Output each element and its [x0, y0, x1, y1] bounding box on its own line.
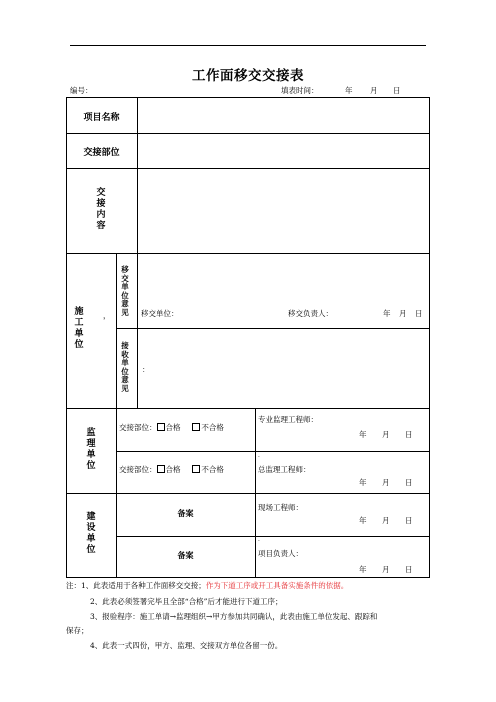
- owner-unit-char: 位: [86, 545, 96, 555]
- handover-content-char: 接: [96, 199, 106, 209]
- owner-unit-char: 单: [86, 534, 96, 544]
- fill-time-label: 填表时间：: [281, 86, 319, 95]
- supervision-row2-check: [119, 464, 224, 475]
- construction-unit-char: 单: [74, 329, 84, 339]
- handover-part-label-1: 交接部位：: [119, 423, 157, 432]
- handover-content-char: 交: [96, 188, 106, 198]
- site-month: 月: [382, 516, 390, 525]
- chief-year: 年: [359, 478, 367, 487]
- transfer-month: 月: [399, 309, 407, 318]
- note-3: 3、报验程序：施工单请→监理组织→甲方参加共同确认，此表由施工单位发起、跟踪和: [90, 612, 378, 621]
- handover-content-label: [94, 188, 108, 232]
- pro-month: 月: [382, 430, 390, 439]
- chief-month: 月: [382, 478, 390, 487]
- handover-part-label: 交接部位: [83, 148, 120, 158]
- transfer-day: 日: [415, 309, 423, 318]
- supervision-row1-check: [119, 422, 224, 433]
- fill-day: 日: [393, 86, 401, 95]
- note-1-text: 注：1、此表适用于各种工作面移交交接；: [66, 581, 206, 590]
- owner-unit-char: 建: [86, 512, 96, 522]
- construction-unit-char: 位: [74, 340, 84, 350]
- transfer-year: 年: [383, 309, 391, 318]
- pro-day: 日: [405, 430, 413, 439]
- receive-opinion-char: 意: [121, 375, 129, 385]
- handover-content-char: 容: [96, 221, 106, 231]
- chief-day: 日: [405, 478, 413, 487]
- construction-comma: ，: [103, 311, 111, 320]
- project-name-field[interactable]: [137, 98, 429, 132]
- handover-part-label-2: 交接部位：: [119, 465, 157, 474]
- note-4: 4、此表一式四份，甲方、监理、交接双方单位各留一份。: [90, 641, 283, 650]
- construction-unit-char: 工: [74, 318, 84, 328]
- construction-unit-char: 施: [74, 307, 84, 317]
- receive-opinion-char: 见: [121, 383, 129, 393]
- handover-part-field[interactable]: [137, 134, 429, 167]
- handover-content-field[interactable]: [137, 169, 429, 252]
- construction-unit-label: [72, 307, 86, 351]
- receive-unit-opinion-label: [120, 342, 130, 394]
- owner-unit-label: [84, 512, 98, 556]
- qualified-checkbox-2[interactable]: [157, 465, 165, 473]
- receive-opinion-char: 接: [121, 341, 129, 350]
- site-year: 年: [359, 516, 367, 525]
- qualified-label-2: 合格: [165, 465, 181, 474]
- supervision-unit-char: 位: [86, 461, 96, 471]
- transfer-person-label: 移交负责人：: [288, 309, 333, 318]
- receive-opinion-char: 位: [121, 366, 129, 376]
- page-title: 工作面移交交接表: [192, 68, 304, 84]
- qualified-label-1: 合格: [165, 423, 181, 432]
- transfer-opinion-char: 单: [121, 282, 129, 292]
- header-rule: [70, 45, 426, 46]
- supervision-unit-char: 监: [86, 428, 96, 438]
- note-3-cont: 保存；: [66, 626, 89, 635]
- chief-engineer-label: 总监理工程师：: [258, 465, 311, 474]
- transfer-unit-opinion-label: [120, 266, 130, 318]
- transfer-opinion-char: 意: [121, 299, 129, 309]
- note-1-highlight: 作为下道工序或开工具备实施条件的依据。: [205, 581, 349, 590]
- supervision-unit-label: [84, 428, 98, 472]
- unqualified-label-1: 不合格: [201, 423, 224, 432]
- unqualified-checkbox-1[interactable]: [192, 423, 200, 431]
- project-name-label: 项目名称: [83, 113, 120, 123]
- pro-year: 年: [359, 430, 367, 439]
- receive-opinion-char: 单: [121, 358, 129, 368]
- receive-colon: ：: [142, 365, 150, 374]
- number-label: 编号：: [70, 86, 93, 95]
- filing-label-1: 备案: [177, 508, 194, 518]
- filing-label-2: 备案: [177, 550, 194, 560]
- unqualified-label-2: 不合格: [201, 465, 224, 474]
- site-day: 日: [405, 516, 413, 525]
- owner-unit-char: 设: [86, 523, 96, 533]
- handover-content-char: 内: [96, 210, 106, 220]
- transfer-unit-label: 移交单位：: [141, 309, 179, 318]
- leader-year: 年: [359, 565, 367, 574]
- supervision-unit-char: 理: [86, 439, 96, 449]
- pro-engineer-label: 专业监理工程师：: [258, 415, 318, 424]
- site-engineer-label: 现场工程师：: [258, 503, 303, 512]
- small-mark-1: -: [258, 454, 260, 460]
- leader-day: 日: [405, 565, 413, 574]
- unqualified-checkbox-2[interactable]: [192, 465, 200, 473]
- transfer-opinion-char: 移: [121, 265, 129, 274]
- supervision-unit-char: 单: [86, 450, 96, 460]
- transfer-opinion-char: 位: [121, 290, 129, 300]
- receive-opinion-char: 收: [121, 349, 129, 359]
- qualified-checkbox-1[interactable]: [157, 423, 165, 431]
- note-2: 2、此表必须签署完毕且全部“合格”后才能进行下道工序；: [90, 597, 283, 606]
- project-leader-label: 项目负责人：: [258, 549, 303, 558]
- leader-month: 月: [382, 565, 390, 574]
- fill-month: 月: [370, 86, 378, 95]
- note-1: [66, 580, 348, 591]
- small-mark-2: -: [258, 538, 260, 544]
- transfer-opinion-char: 见: [121, 307, 129, 317]
- transfer-opinion-char: 交: [121, 273, 129, 283]
- fill-year: 年: [345, 86, 353, 95]
